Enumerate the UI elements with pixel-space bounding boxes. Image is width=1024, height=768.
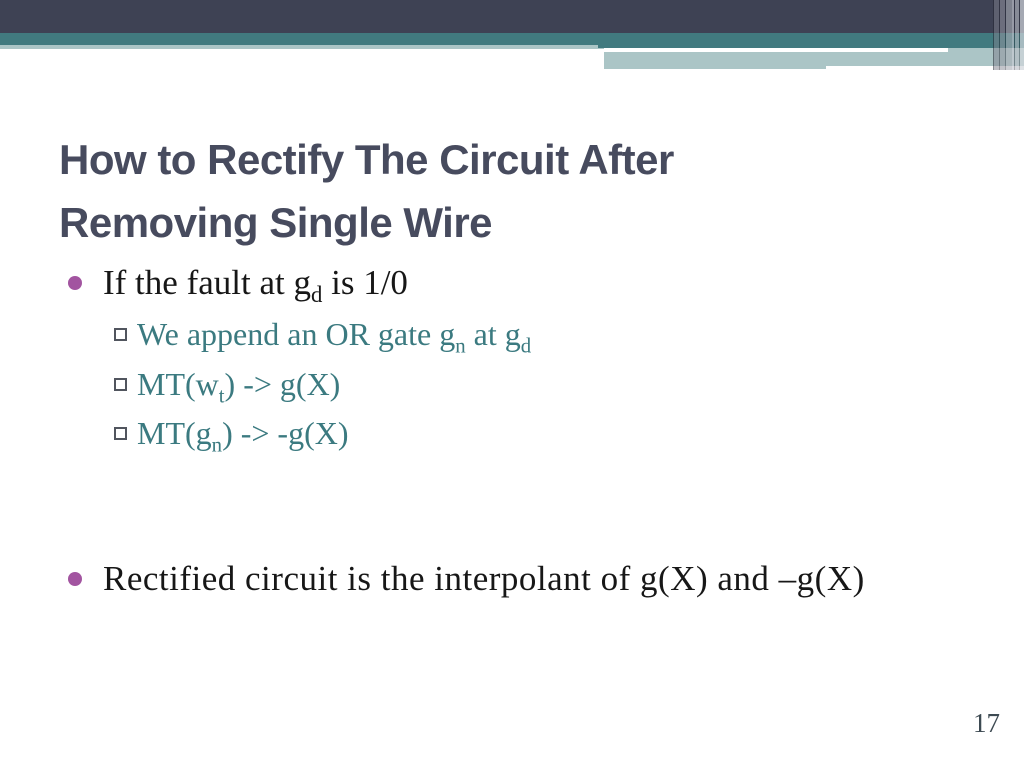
square-bullet-icon	[114, 427, 127, 440]
subscript: n	[455, 334, 466, 358]
page-number: 17	[973, 708, 1000, 738]
sub-bullet-text-run: at g	[465, 316, 521, 352]
corner-stripe	[1020, 0, 1024, 70]
bullet-dot-icon	[68, 572, 82, 586]
sub-bullet-mt-gn	[114, 413, 349, 457]
corner-stripes-decoration	[993, 0, 1024, 70]
slide-title-line2: Removing Single Wire	[59, 199, 493, 246]
sub-bullet-text-run: MT(w	[137, 366, 219, 402]
sub-bullet-text-run: ) -> g(X)	[224, 366, 341, 402]
bullet-text	[103, 260, 408, 306]
header-bar-dark	[0, 0, 1024, 33]
sub-bullet-text	[137, 364, 341, 408]
bullet-item-fault	[68, 260, 408, 306]
subscript: d	[310, 282, 323, 307]
square-bullet-icon	[114, 378, 127, 391]
subscript: n	[211, 433, 223, 457]
bullet-text-run: If the fault at g	[103, 263, 311, 302]
slide-title-line1: How to Rectify The Circuit After	[59, 136, 674, 183]
sub-bullet-text-run: MT(g	[137, 415, 212, 451]
header-teal-extension	[598, 33, 1024, 48]
sub-bullet-text	[137, 314, 532, 358]
square-bullet-icon	[114, 328, 127, 341]
sub-bullet-text	[137, 413, 349, 457]
slide-title	[59, 128, 979, 254]
bullet-text	[103, 556, 865, 602]
sub-bullet-text-run: We append an OR gate g	[137, 316, 456, 352]
bullet-text-run: Rectified circuit is the interpolant of g(X) and –g(X)	[103, 559, 865, 598]
bullet-dot-icon	[68, 276, 82, 290]
sub-bullet-append-or-gate	[114, 314, 532, 358]
header-white-stripe	[604, 48, 948, 52]
sub-bullet-text-run: ) -> -g(X)	[222, 415, 349, 451]
sub-bullet-mt-wt	[114, 364, 341, 408]
subscript: d	[520, 334, 532, 358]
bullet-text-run: is 1/0	[322, 263, 408, 302]
bullet-item-rectified-circuit	[68, 556, 865, 602]
header-light-foot	[604, 66, 826, 69]
subscript: t	[218, 384, 225, 408]
